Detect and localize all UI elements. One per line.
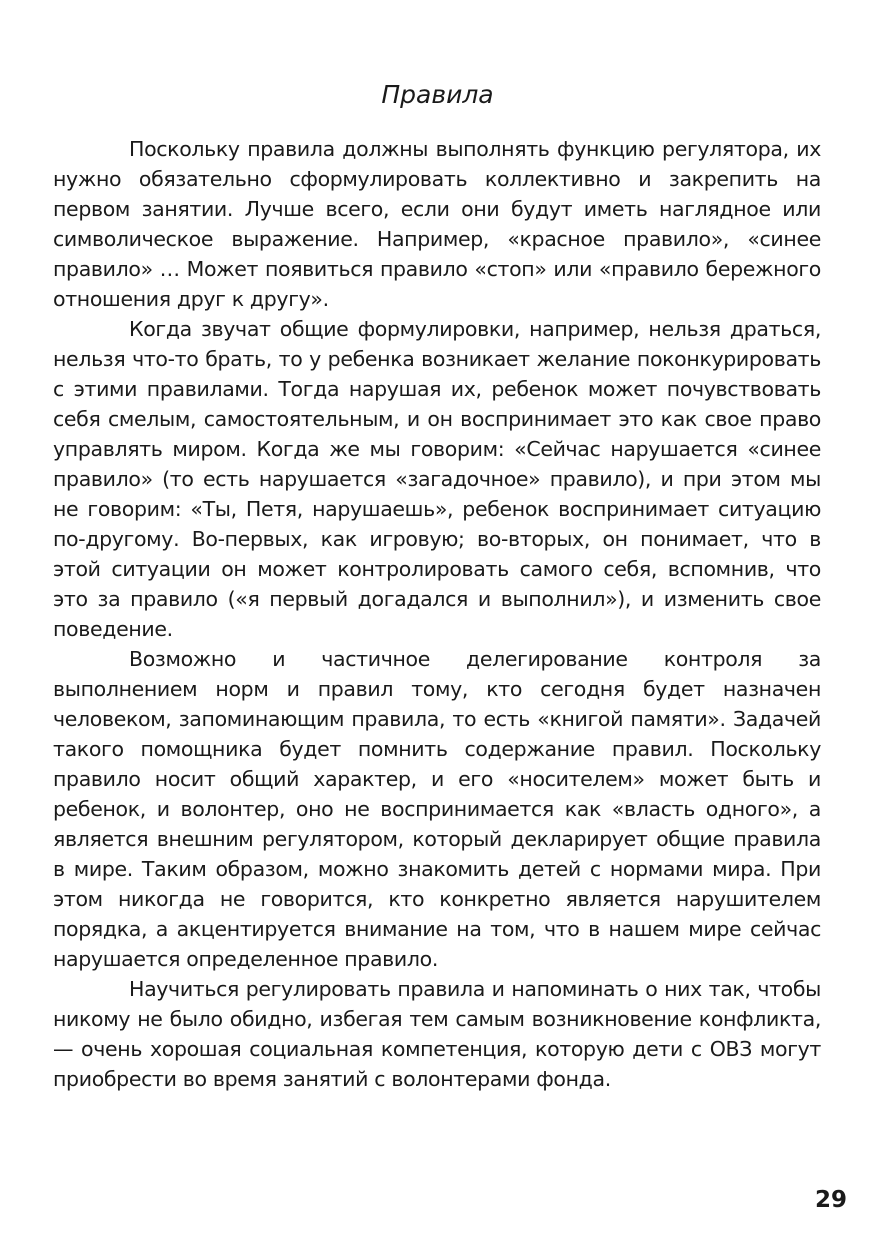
- paragraph-1: Поскольку правила должны выполнять функцию регулятора, их нужно обязательно сформулировать коллективно и закрепить на первом занятии. Лучше всего, если они будут иметь наглядное или символическое выражение. Например, «красное правило», «синее правило» … Может появиться правило «стоп» или «правило бережного отношения друг к другу».: [53, 137, 821, 311]
- paragraph-4: Научиться регулировать правила и напоминать о них так, чтобы никому не было обидно, избегая тем самым возникновение конфликта, — очень хорошая социальная компетенция, которую дети с ОВЗ могут приобрести во время занятий с волонтерами фонда.: [53, 977, 821, 1091]
- paragraph-3: Возможно и частичное делегирование контроля за выполнением норм и правил тому, кто сегодня будет назначен человеком, запоминающим правила, то есть «книгой памяти». Задачей такого помощника будет помнить содержание правил. Поскольку правило носит общий характер, и его «носителем» может быть и ребенок, и волонтер, оно не воспринимается как «власть одного», а является внешним регулятором, который декларирует общие правила в мире. Таким образом, можно знакомить детей с нормами мира. При этом никогда не говорится, кто конкретно является нарушителем порядка, а акцентируется внимание на том, что в нашем мире сейчас нарушается определенное правило.: [53, 647, 821, 971]
- body-text: [53, 134, 821, 1094]
- page-number: 29: [814, 1187, 847, 1213]
- paragraph-2: Когда звучат общие формулировки, например, нельзя драться, нельзя что-то брать, то у ребенка возникает желание поконкурировать с этими правилами. Тогда нарушая их, ребенок может почувствовать себя смелым, самостоятельным, и он воспринимает это как свое право управлять миром. Когда же мы говорим: «Сейчас нарушается «синее правило» (то есть нарушается «загадочное» правило), и при этом мы не говорим: «Ты, Петя, нарушаешь», ребенок воспринимает ситуацию по-другому. Во-первых, как игровую; во-вторых, он понимает, что в этой ситуации он может контролировать самого себя, вспомнив, что это за правило («я первый догадался и выполнил»), и изменить свое поведение.: [53, 317, 821, 641]
- section-title: Правила: [381, 80, 494, 109]
